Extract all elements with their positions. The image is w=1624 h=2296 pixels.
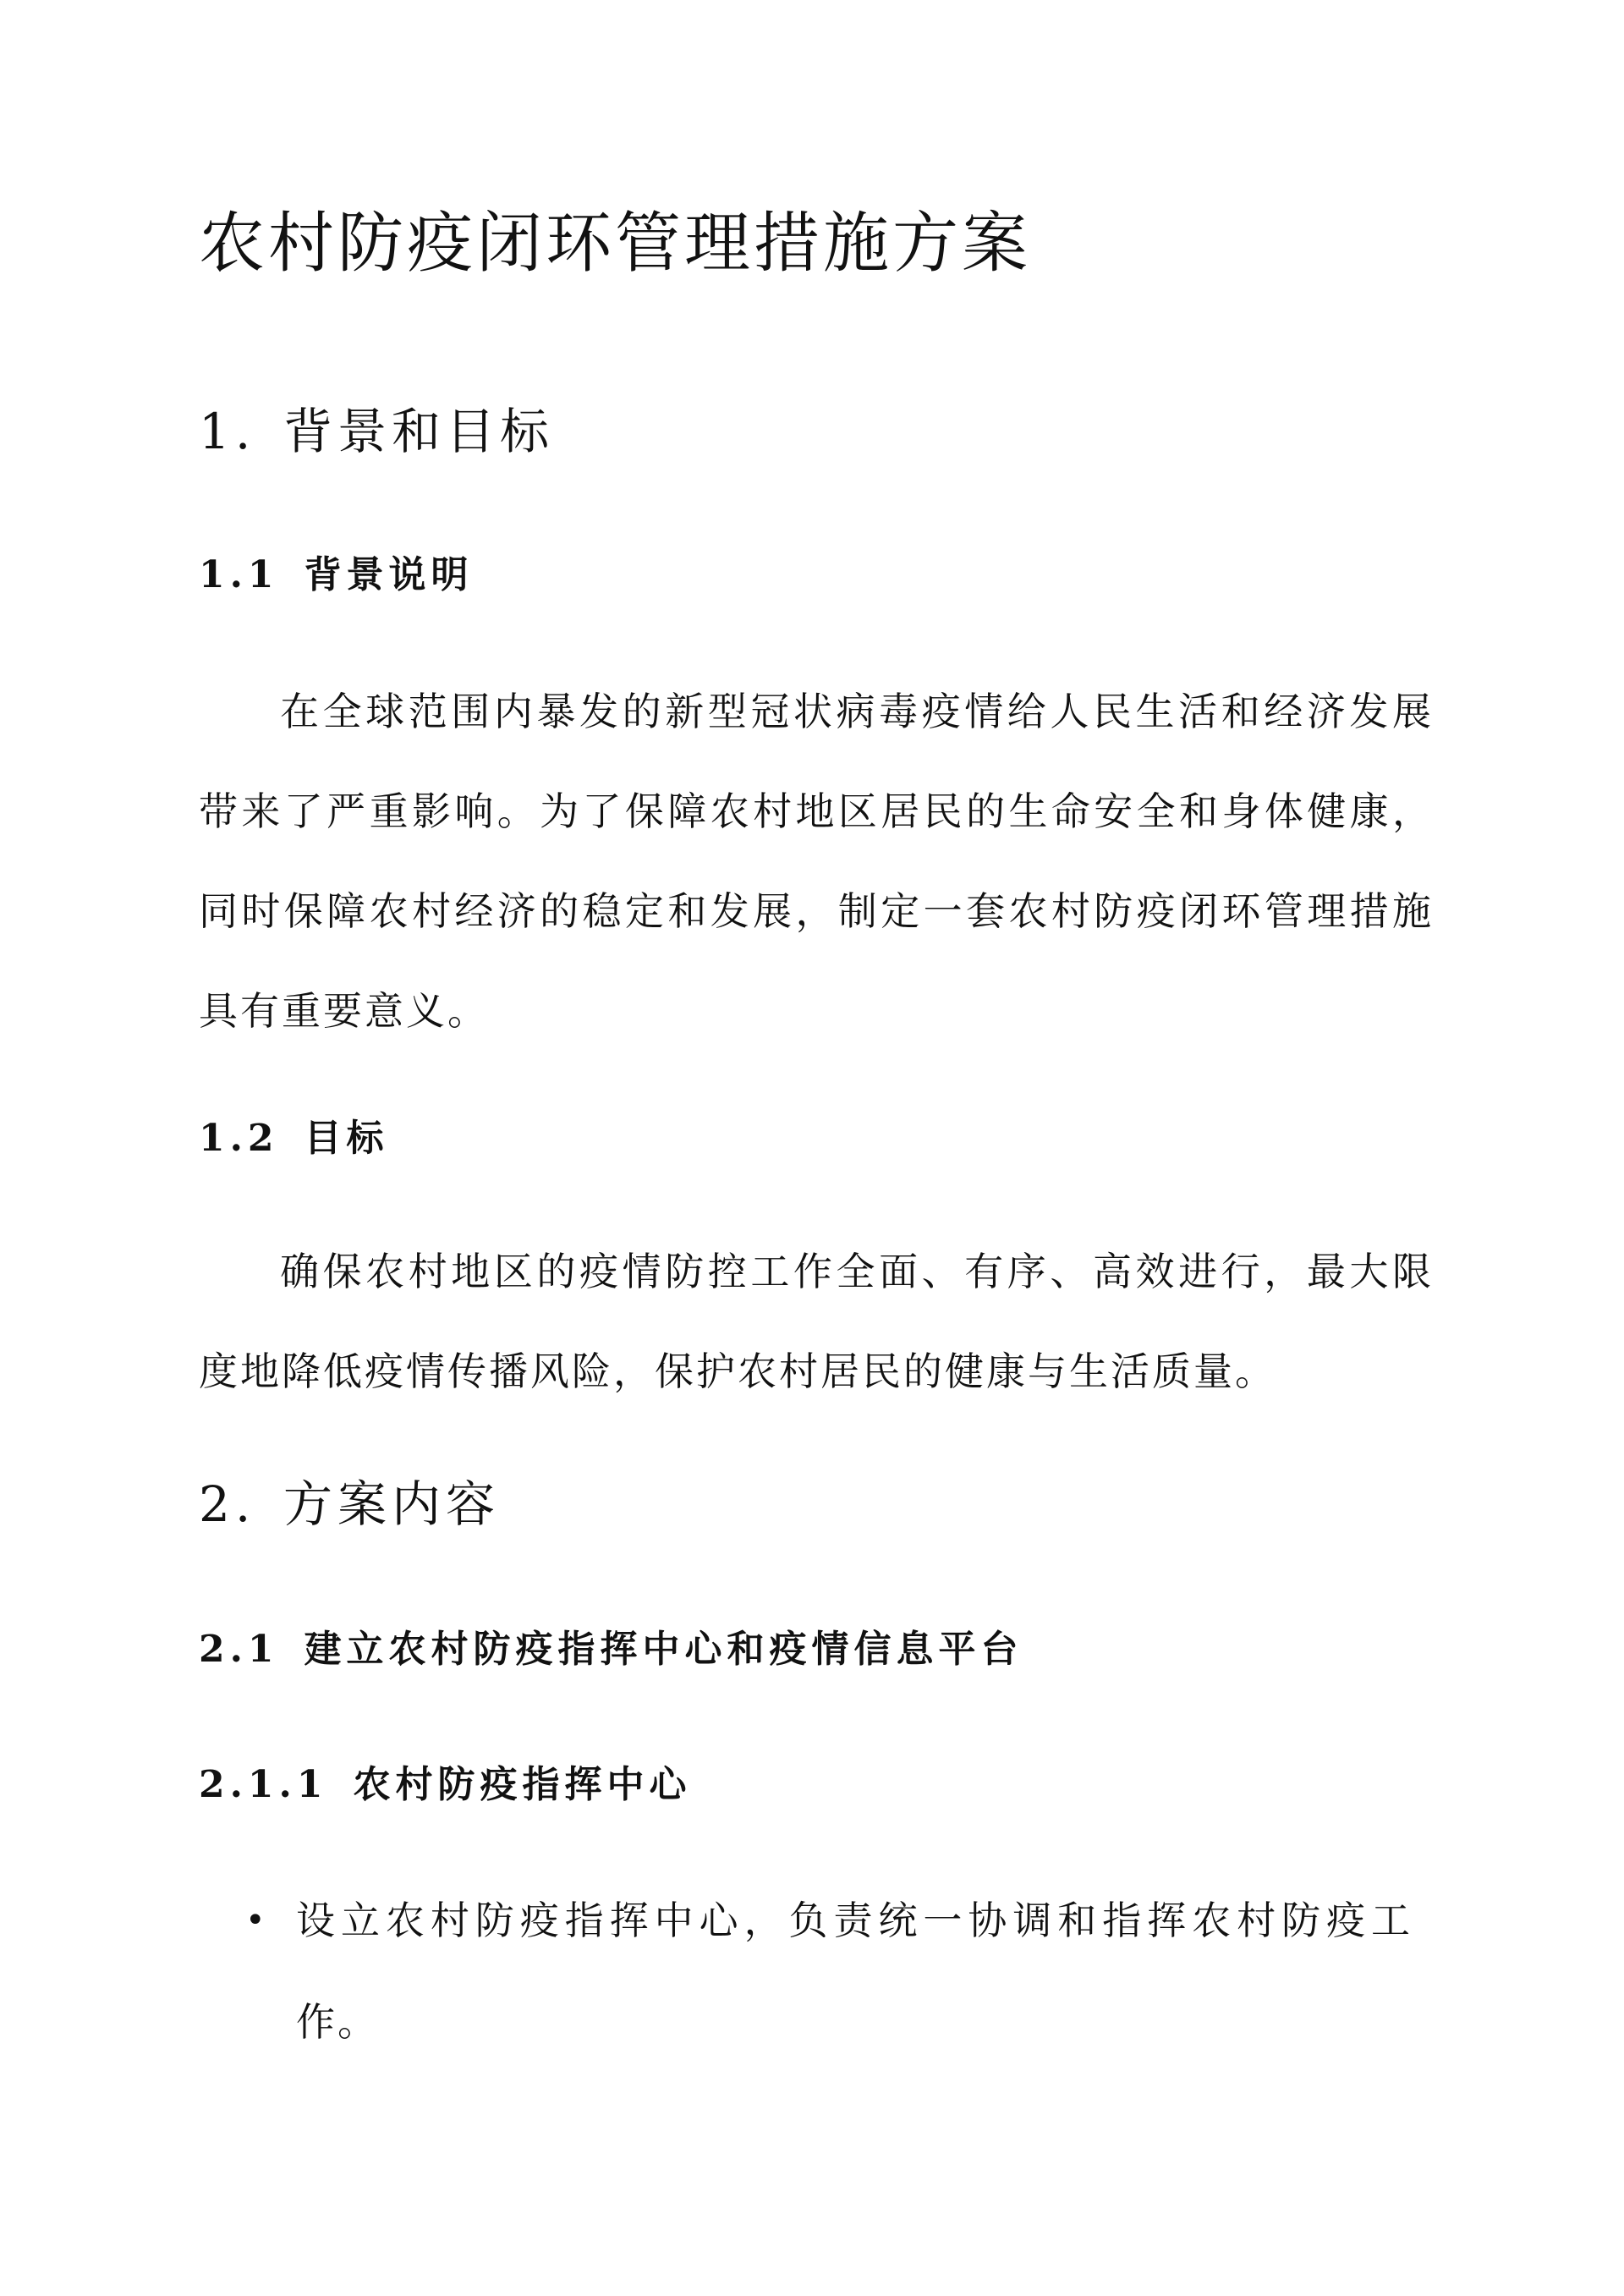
- subsection-number: 2.1: [199, 1628, 279, 1671]
- document-title: 农村防疫闭环管理措施方案: [199, 206, 1032, 282]
- subsection-heading-1-2: [199, 1113, 389, 1164]
- bullet-icon: •: [245, 1901, 268, 1940]
- subsection-number: 1.1: [199, 553, 279, 596]
- subsection-title: 农村防疫指挥中心: [353, 1763, 692, 1806]
- section-number: 1.: [199, 403, 256, 460]
- section-title: 背景和目标: [283, 403, 555, 460]
- section-number: 2.: [199, 1475, 256, 1533]
- subsection-title: 建立农村防疫指挥中心和疫情信息平台: [304, 1628, 1023, 1671]
- list-item-text: 设立农村防疫指挥中心，负责统一协调和指挥农村防疫工作。: [296, 1898, 1413, 2045]
- subsection-heading-2-1: [199, 1624, 1023, 1675]
- paragraph-background: 在全球范围内暴发的新型冠状病毒疫情给人民生活和经济发展带来了严重影响。为了保障农村地区居民的生命安全和身体健康，同时保障农村经济的稳定和发展，制定一套农村防疫闭环管理措施具有重要意义。: [199, 689, 1434, 1034]
- subsection-heading-1-1: [199, 550, 474, 601]
- paragraph-goal: 确保农村地区的疫情防控工作全面、有序、高效进行，最大限度地降低疫情传播风险，保护农村居民的健康与生活质量。: [199, 1249, 1434, 1394]
- subsection-number: 1.2: [199, 1117, 279, 1160]
- subsection-number: 2.1.1: [199, 1763, 328, 1806]
- subsection-heading-2-1-1: [199, 1760, 691, 1810]
- subsection-title: 背景说明: [304, 553, 474, 596]
- section-heading-1: [199, 398, 554, 465]
- section-heading-2: [199, 1470, 500, 1538]
- subsection-title: 目标: [304, 1117, 389, 1160]
- section-title: 方案内容: [283, 1475, 501, 1533]
